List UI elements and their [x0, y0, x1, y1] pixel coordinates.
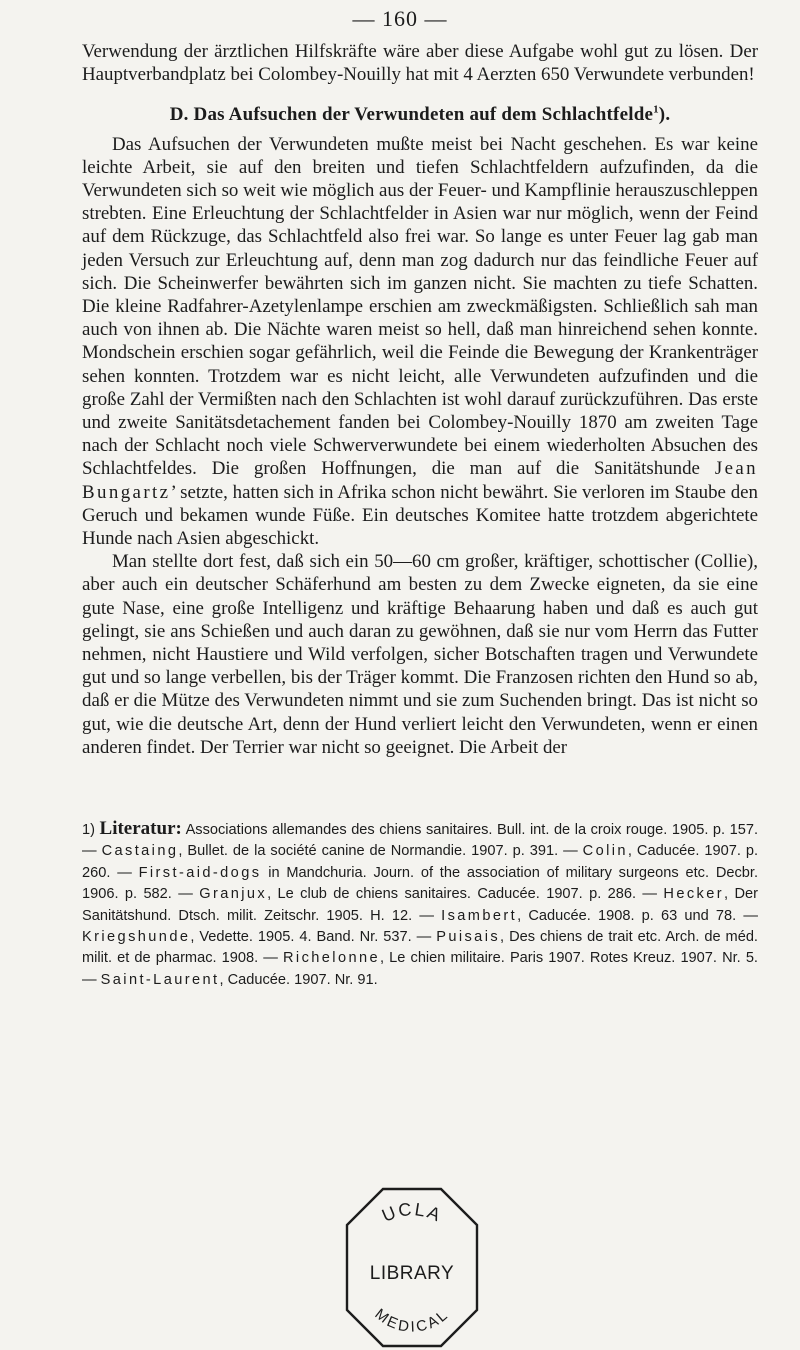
footnote-text: , Le club de chiens sanitaires. Caducée. 1907. p. 286. —	[267, 886, 664, 903]
paragraph-1-text-a: Das Aufsuchen der Verwundeten mußte meist bei Nacht geschehen. Es war keine leichte Arbeit, sie auf den breiten und tiefen Schlachtfeldern aufzufinden, da die Verwundeten sich so weit wie möglich aus der Feuer- und Kampflinie herauszuschleppen strebten. Eine Erleuchtung der Schlachtfelder in Asien war nur möglich, wenn der Feind auf dem Rückzuge, das Schlachtfeld also frei war. So lange es unter Feuer lag gab man jeden Versuch zur Erleuchtung auf, denn man zog dadurch nur das feindliche Feuer auf sich. Die Scheinwerfer bewährten sich im ganzen nicht. Sie machten zu tiefe Schatten. Die kleine Radfahrer-Azetylenlampe erschien am zweckmäßigsten. Schließlich sah man auch von ihnen ab. Die Nächte waren meist so hell, daß man hinreichend sehen konnte. Mondschein erschien sogar gefährlich, weil die Feinde die Bewegung der Krankenträger sehen konnten. Trotzdem war es nicht leicht, alle Verwundeten aufzufinden und die große Zahl der Vermißten nach den Schlachten ist wohl darauf zurückzuführen. Das erste und zweite Sanitätsdetachement fanden bei Colombey-Nouilly 1870 am zweiten Tage nach der Schlacht noch viele Schwerverwundete bei einem wiederholten Absuchen des Schlachtfeldes. Die großen Hoffnungen, die man auf die Sanitätshunde	[82, 133, 758, 480]
footnote-literature	[82, 818, 758, 991]
stamp-top-text: UCLA	[378, 1198, 446, 1226]
footnote-author: Richelonne	[282, 950, 381, 967]
stamp-center-text: LIBRARY	[369, 1263, 455, 1284]
section-heading-text: D. Das Aufsuchen der Verwundeten auf dem Schlachtfelde	[169, 104, 654, 126]
footnote-author: First-aid-dogs	[138, 864, 262, 881]
footnote-text: in Mandchuria. Journ. of the association of military surgeons etc. Decbr. 1906. p. 582. —	[82, 864, 758, 903]
footnote-text: , Bullet. de la société canine de Normandie. 1907. p. 391. —	[178, 843, 583, 860]
footnote-author: Castaing	[101, 843, 179, 860]
footnote-author: Saint-Laurent	[100, 971, 220, 988]
footnote-label: Literatur:	[99, 818, 182, 839]
footnote-author: Isambert	[441, 907, 518, 924]
footnote-author: Hecker	[663, 886, 725, 903]
section-heading	[82, 103, 758, 126]
footnote-author: Colin	[582, 843, 628, 860]
footnote-text: , Vedette. 1905. 4. Band. Nr. 537. —	[190, 929, 437, 946]
person-name-bungartz: Jean Bungartz	[82, 458, 758, 503]
footnote-text: , Caducée. 1908. p. 63 und 78. —	[517, 907, 758, 924]
library-stamp	[343, 1185, 481, 1350]
footnote-text: , Des chiens de trait etc. Arch. de méd. milit. et de pharmac. 1908. —	[82, 929, 758, 967]
footnote-reference: 1	[653, 104, 659, 117]
footnote-text: , Le chien militaire. Paris 1907. Rotes Kreuz. 1907. Nr. 5. —	[82, 950, 758, 988]
footnote-author: Puisais	[436, 929, 501, 946]
intro-paragraph: Verwendung der ärztlichen Hilfskräfte wäre aber diese Aufgabe wohl gut zu lösen. Der Hauptverbandplatz bei Colombey-Nouilly hat mit 4 Aerzten 650 Verwundete verbunden!	[82, 41, 758, 86]
paragraph-1-text-b: ’ setzte, hatten sich in Afrika schon nicht bewährt. Sie verloren im Staube den Geruch und bekamen wunde Füße. Ein deutsches Komitee hatte trotzdem abgerichtete Hunde nach Asien abgeschickt.	[82, 481, 758, 550]
paragraph-search-at-night	[82, 133, 758, 551]
footnote-author: Kriegshunde	[82, 929, 191, 946]
footnote-text: Associations allemandes des chiens sanitaires. Bull. int. de la croix rouge. 1905. p. 157. —	[82, 822, 759, 860]
footnote-author: Granjux	[199, 886, 268, 903]
section-heading-tail: ).	[658, 104, 671, 126]
footnote-text: , Der Sanitätshund. Dtsch. milit. Zeitschr. 1905. H. 12. —	[82, 886, 758, 924]
paragraph-dog-breeds: Man stellte dort fest, daß sich ein 50—60 cm großer, kräftiger, schottischer (Collie), aber auch ein deutscher Schäferhund am besten zu dem Zwecke eigneten, da sie eine gute Nase, eine große Intelligenz und kräftige Behaarung haben und daß es auch gut gelingt, sie ans Schießen und auch daran zu gewöhnen, daß sie nur vom Herrn das Futter nehmen, nicht Haustiere und Wild verfolgen, sicher Botschaften tragen und Verwundete gut und so lange verbellen, bis der Träger kommt. Die Franzosen richten den Hund so ab, daß er die Mütze des Verwundeten nimmt und sie zum Suchenden bringt. Das ist nicht so gut, wie die deutsche Art, denn der Hund verliert leicht den Verwundeten, wenn er einen anderen findet. Der Terrier war nicht so geeignet. Die Arbeit der	[82, 551, 758, 758]
footnote-marker: 1)	[82, 822, 95, 838]
main-text	[82, 40, 758, 759]
footnote-text: , Caducée. 1907. p. 260. —	[82, 843, 759, 881]
footnote-text: , Caducée. 1907. Nr. 91.	[219, 971, 378, 988]
stamp-bottom-text: MEDICAL	[371, 1305, 453, 1336]
page-number: — 160 —	[352, 6, 448, 31]
